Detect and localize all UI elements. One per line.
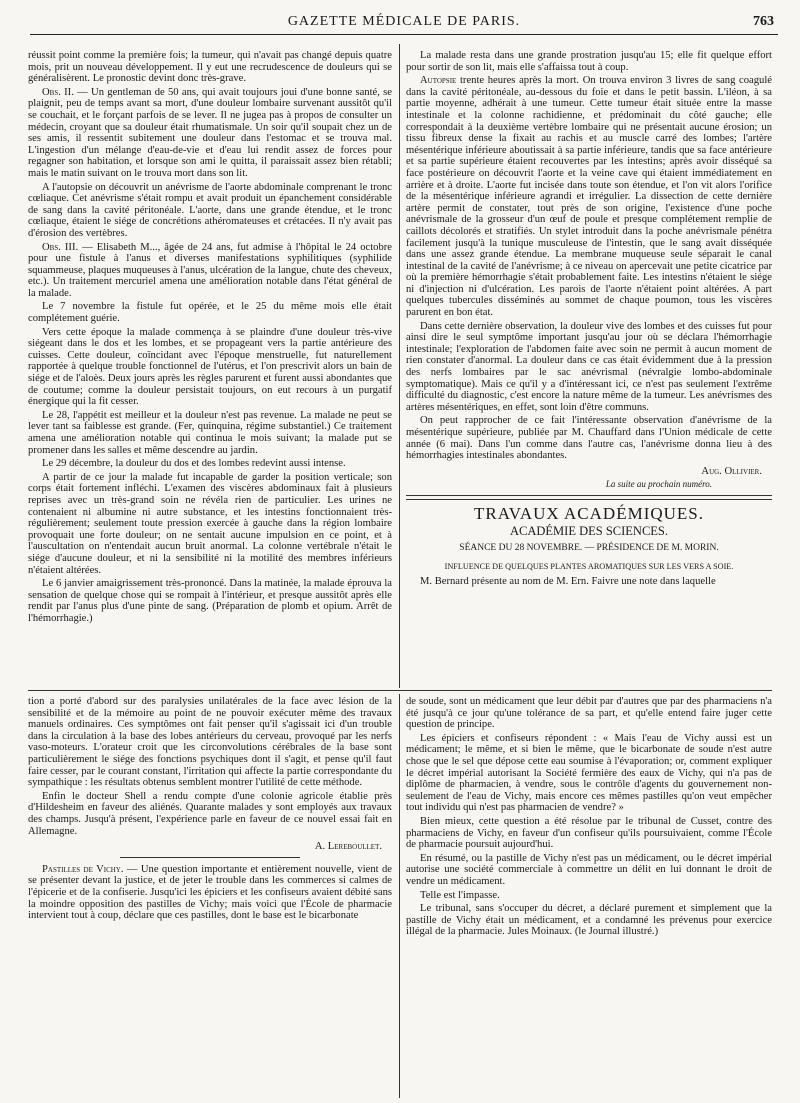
paragraph [406, 75, 772, 318]
paragraph [28, 242, 392, 300]
short-divider [120, 857, 300, 858]
paragraph: Le 29 décembre, la douleur du dos et des lombes redevint aussi intense. [42, 458, 346, 470]
paragraph [28, 87, 392, 180]
horizontal-divider [28, 690, 772, 691]
paragraph: tion a porté d'abord sur des paralysies unilatérales de la face avec lésion de la sensibilité et de la mémoire au point de ne pouvoir exécuter même des travaux manuels ordinaires. Ces symptômes ont fait penser qu'il s'agissait ici d'un trouble dans la circulation à la base des lobes antérieurs du cerveau, provoqué par les nerfs vaso-moteurs. L'orateur croit que les circonvolutions cérébrales de la base sont particulièrement le siége des fonctions psychiques dont il s'agit, et pense qu'il faut faire cesser, par le courant constant, l'irritation qui affecte la partie correspondante du sympathique : les résultats obtenus semblent montrer l'utilité de cette méthode. [28, 696, 392, 789]
academy-heading: ACADÉMIE DES SCIENCES. [510, 523, 668, 538]
section-divider [406, 495, 772, 500]
observation-label: Obs. II. [42, 86, 74, 98]
paragraph: A l'autopsie on découvrit un anévrisme de l'aorte abdominale comprenant le tronc cœliaque. Cet anévrisme s'était rompu et avait produit un épanchement considérable de sang dans la cavité péritonéale. L'aorte, dans une grande étendue, et le tronc cœliaque, étaient le siége de concrétions athéromateuses et crétacées. Il n'y avait pas d'érosion des vertèbres. [28, 181, 392, 239]
paragraph: Le 7 novembre la fistule fut opérée, et le 25 du même mois elle était complétement guérie. [28, 301, 392, 325]
paragraph: Le tribunal, sans s'occuper du décret, a déclaré purement et simplement que la pastille de Vichy était un médicament, et a condamné les prévenus pour exercice illégal de la pharmacie. Jules Moinaux. (le Journal illustré.) [406, 903, 772, 938]
paragraph: Vers cette époque la malade commença à se plaindre d'une douleur très-vive siégeant dans le dos et les lombes, et se propageant vers la partie antérieure des cuisses. Cette douleur, coïncidant avec l'époque menstruelle, fut naturellement rapportée à quelque trouble fonctionnel de l'utérus, et l'on prescrivit alors un bain de siége et de l'aloès. Deux jours après les règles parurent et furent aussi abondantes que de coutume; comme la douleur persistait toujours, on eut recours à un purgatif énergique qui la fit cesser. [28, 326, 392, 408]
paragraph: A partir de ce jour la malade fut incapable de garder la position verticale; son corps était fortement infléchi. L'examen des viscères abdominaux fait à plusieurs reprises avec un très-grand soin ne révéla rien de particulier. Les urines ne contenaient ni albumine ni autre substance, et les intestins fonctionnaient très-régulièrement; seulement toute pression exercée à gauche dans la région lombaire provoquait une forte douleur; on ne sentait aucune impulsion en ce point, et à l'auscultation on n'entendait aucun bruit anormal. La colonne vertébrale n'était le siége d'aucune douleur, et ni la sensibilité ni la motilité des membres inférieurs n'étaient altérées. [28, 471, 392, 576]
autopsie-label: Autopsie [420, 75, 457, 87]
author-signature: Aug. Ollivier. [701, 465, 762, 477]
paragraph: En résumé, ou la pastille de Vichy n'est pas un médicament, ou le décret impérial autorise une société commerciale à commettre un délit en lui donnant le droit de vendre un médicament. [406, 852, 772, 887]
page-header [30, 12, 778, 35]
page-number: 763 [753, 14, 774, 29]
section-title: TRAVAUX ACADÉMIQUES. [473, 503, 704, 523]
journal-title: GAZETTE MÉDICALE DE PARIS. [287, 14, 521, 29]
paragraph: Les épiciers et confiseurs répondent : « Mais l'eau de Vichy aussi est un médicament; le même, et si bien le même, que le bicarbonate de soude n'est autre chose que le sel que dépose cette eau soumise à l'évaporation; or, comment expliquer le décret impérial autorisant la Société fermière des eaux de Vichy, qui n'a pas de diplôme de pharmacien, à vendre, sous le contrôle d'agents du gouvernement non-seulement de l'eau de Vichy, mais encore ces mêmes pastilles qu'on veut empêcher tout individu qui n'est pas pharmacien de vendre? » [406, 732, 772, 814]
article-label: Pastilles de Vichy. [42, 863, 124, 875]
article-heading: INFLUENCE DE QUELQUES PLANTES AROMATIQUES SUR LES VERS A SOIE. [444, 561, 734, 571]
column-divider [399, 44, 400, 688]
paragraph [28, 864, 392, 922]
column-3 [28, 696, 392, 1094]
continued-note: La suite au prochain numéro. [605, 479, 712, 490]
paragraph: réussit point comme la première fois; la tumeur, qui n'avait pas changé depuis quatre mois, prit un nouveau développement. Il y eut une recrudescence de douleurs qui se généralisèrent. Le pronostic devint donc très-grave. [28, 50, 392, 85]
paragraph-text: — Une question importante et entièrement nouvelle, vient de se présenter devant la justice, et de jeter le trouble dans les commerces si calmes de l'épicerie et de la confiserie. Jusqu'ici les épiciers et les confiseurs avaient débité sans la moindre opposition des pastilles de Vichy; mais voici que l'École de pharmacie intervient tout à coup, déclare que ces pastilles, dont le base est le bicarbonate [28, 863, 392, 922]
paragraph: M. Bernard présente au nom de M. Ern. Faivre une note dans laquelle [420, 576, 716, 588]
paragraph-text: — Un gentleman de 50 ans, qui avait toujours joui d'une bonne santé, se plaignit, peu de temps avant sa mort, d'une douleur lombaire survenant aussitôt qu'il se couchait, et le forçant parfois de se lever. Il ne jugea pas à propos de consulter un médecin, croyant que sa douleur était rhumatismale. Un soir qu'il soupait chez un de ses amis, il ressentit subitement une douleur dans l'estomac et se trouva mal. L'ingestion d'un mélange d'eau-de-vie et d'eau lui rendit assez de forces pour regagner son habitation, et lorsque son ami le quitta, il paraissait assez bien rétabli; mais le matin suivant on le trouva mort dans son lit. [28, 86, 392, 179]
paragraph: Enfin le docteur Shell a rendu compte d'une colonie agricole établie près d'Hildesheim en faveur des aliénés. Quarante malades y sont employés aux travaux des champs. Jusqu'à présent, l'expérience parle en faveur de ce nouvel essai fait en Allemagne. [28, 790, 392, 837]
paragraph: Le 28, l'appétit est meilleur et la douleur n'est pas revenue. La malade ne peut se lever tant sa faiblesse est grande. (Fer, quinquina, régime substantiel.) Ce traitement amena une amélioration notable qui continua le mois suivant; la malade put se promener dans les salles et même descendre au jardin. [28, 409, 392, 456]
paragraph-text: — Elisabeth M..., âgée de 24 ans, fut admise à l'hôpital le 24 octobre pour une fistule à l'anus et diverses manifestations syphilitiques (syphilide squammeuse, plaques muqueuses à l'anus, ulcération de la langue, chute des cheveux, etc.). Un traitement mercuriel amena une amélioration notable dans l'état général de la malade. [28, 241, 392, 299]
paragraph: La malade resta dans une grande prostration jusqu'au 15; elle fit quelque effort pour sortir de son lit, mais elle s'affaissa tout à coup. [406, 50, 772, 73]
observation-label: Obs. III. [42, 241, 79, 253]
paragraph: Telle est l'impasse. [420, 889, 500, 901]
paragraph: Dans cette dernière observation, la douleur vive des lombes et des cuisses fut pour ainsi dire le seul symptôme important jusqu'au jour où se déclara l'hémorrhagie intestinale; l'exploration de l'abdomen faite avec soin ne permit à aucun moment de rien constater d'anormal. La douleur dans ce cas était évidemment due à la pression des nerfs lombaires par le sac anévrismal (névralgie lombo-abdominale symptomatique). Mais ce qu'il y a d'intéressant ici, ce n'est pas seulement l'extrême difficulté du diagnostic, c'est encore la nature même de la tumeur. Les anévrismes des artères mésentériques, en effet, sont loin d'être communs. [406, 320, 772, 413]
column-2 [406, 50, 772, 685]
author-signature: A. Lereboullet. [314, 841, 382, 853]
session-heading: SÉANCE DU 28 NOVEMBRE. — PRÉSIDENCE DE M. MORIN. [459, 543, 719, 554]
column-4 [406, 696, 772, 1094]
paragraph: Bien mieux, cette question a été résolue par le tribunal de Cusset, contre des pharmaciens de Vichy, en faveur d'un confiseur qu'ils poursuivaient, comme l'École de pharmacie poursuit aujourd'hui. [406, 815, 772, 851]
paragraph: Le 6 janvier amaigrissement très-prononcé. Dans la matinée, la malade éprouva la sensation de quelque chose qui se rompait à l'intérieur, et presque aussitôt après elle rendit par l'anus plus d'une pinte de sang. (Préparation de plomb et opium. Arrêt de l'hémorrhagie.) [28, 578, 392, 624]
paragraph-text: trente heures après la mort. On trouva environ 3 livres de sang coagulé dans la cavité péritonéale, au-dessous du foie et dans le petit bassin. L'iléon, à sa partie moyenne, adhérait à une tumeur. Cette tumeur était située entre la masse intestinale et la colonne rachidienne, et prédominait du côté gauche; elle correspondait à la deuxième vertèbre lombaire qui ne présentait aucune érosion; un tissu fibreux dense la fixait au rachis et au muscle carré des lombes; l'artère mésentérique inférieure aboutissait à sa partie inférieure, tandis que sa face antérieure et sa partie supérieure étaient recouvertes par les intestins; après avoir disséqué sa face postérieure on découvrit l'aorte et la veine cave qui étaient immédiatement en arrière et à droite. L'aorte fut incisée dans toute son étendue, et l'on vit alors l'orifice de la mésentérique inférieure agrandi et irrégulier. La dissection de cette dernière artère permit de constater, tout près de son origine, l'existence d'une poche anévrismale de la grosseur d'un œuf de poule et presque complétement remplie de caillots décolorés et stratifiés. Un stylet introduit dans la poche anévrismale pénétra facilement jusqu'à la tunique musculeuse de l'intestin, que le sang avait disséquée dans une assez grande étendue. La membrane muqueuse seule séparait le canal intestinal de la cavité de l'anévrisme; à ce niveau on apercevait une petite cicatrice par où la première hémorrhagie s'était probablement faite. Les intestins n'étaient le siége ni d'injection ni d'ulcération. Les parois de l'aorte n'étaient point altérées. A part quelques tubercules disséminés au sommet de chaque poumon, tous les viscères parurent en bon état. [406, 75, 772, 319]
column-divider [399, 694, 400, 1098]
paragraph: de soude, sont un médicament que leur débit par d'autres que par des pharmaciens n'a été jusqu'à ce jour qu'une tolérance de sa part, et qu'elle entend faire juger cette question de principe. [406, 696, 772, 731]
column-1 [28, 50, 392, 685]
paragraph: On peut rapprocher de ce fait l'intéressante observation d'anévrisme de la mésentérique supérieure, publiée par M. Chauffard dans l'Union médicale de cette année (6 mai). Dans l'un comme dans l'autre cas, l'anévrisme donna lieu à des hémorrhagies intestinales abondantes. [406, 415, 772, 462]
